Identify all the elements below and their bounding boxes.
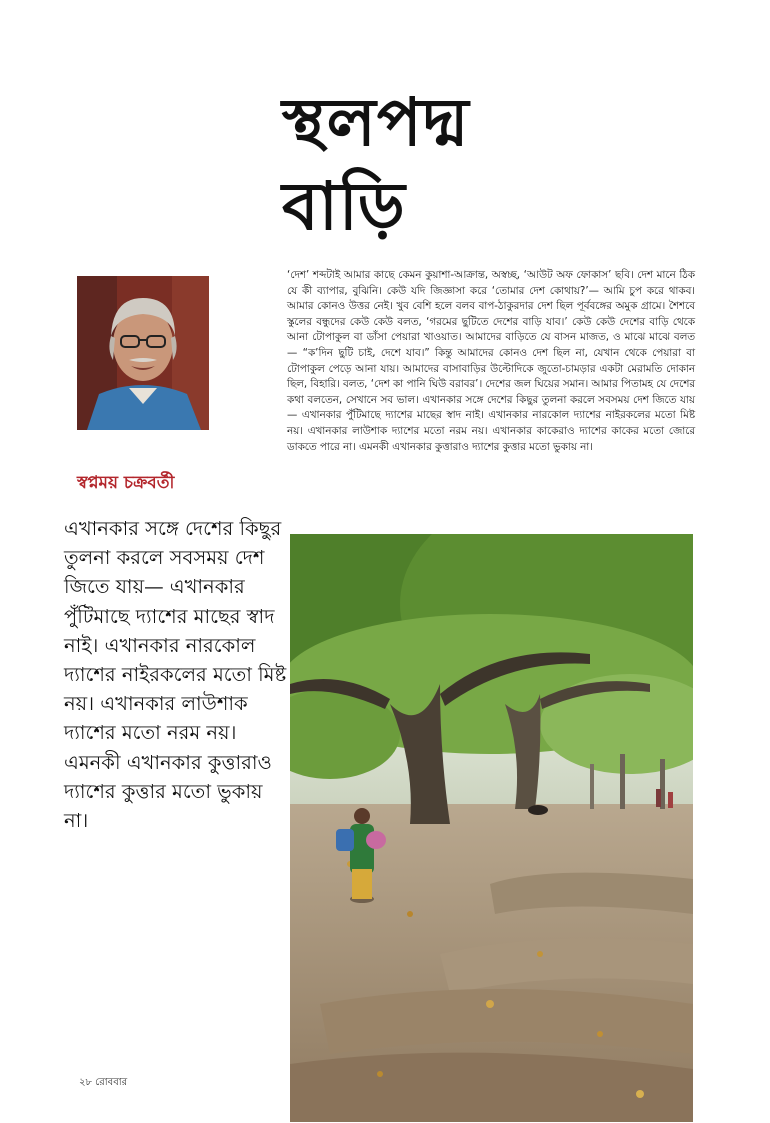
title-line-1: স্থলপদ্ম [282, 83, 470, 161]
title-line-2: বাড়ি [282, 167, 406, 245]
article-body: ‘দেশ’ শব্দটাই আমার কাছে কেমন কুয়াশা-আক্রান্ত, অস্বচ্ছ, ‘আউট অফ ফোকাস’ ছবি। দেশ মানে ঠিক যে কী ব্যাপার, বুঝিনি। কেউ যদি জিজ্ঞাসা করে ‘তোমার দেশ কোথায়?’— আমি চুপ করে থাকব। আমার কোনও উত্তর নেই। খুব বেশি হলে বলব বাপ-ঠাকুরদার দেশ ছিল পূর্ববঙ্গের অমুক গ্রামে। শৈশবে স্কুলের বন্ধুদের কেউ কেউ বলত, ‘গরমের ছুটিতে দেশের বাড়ি যাব।’ কেউ কেউ দেশের বাড়ি থেকে আনা টোপাকুল বা ডাঁসা পেয়ারা খাওয়াত। আমাদের বাড়িতে যে বাসন মাজত, ও মাঝে মাঝে বলত— “ক’দিন ছুটি চাই, দেশে যাব।” কিন্তু আমাদের কোনও দেশ ছিল না, যেখান থেকে পেয়ারা বা টোপাকুল পেড়ে আনা যায়। আমাদের বাসাবাড়ির উল্টোদিকে জুতো-চামড়ার একটা মেরামতি দোকান ছিল, বিহারি। বলত, ‘দেশ কা পানি ঘিউ বরাবর’। দেশের জল ঘিয়ের সমান। আমার পিতামহ যে দেশের কথা বলতেন, সেখানে সব ভাল। এখানকার সঙ্গে দেশের কিছুর তুলনা করলে সবসময় দেশ জিতে যায়— এখানকার পুঁটিমাছে দ্যাশের মাছের স্বাদ নাই। এখানকার নারকোল দ্যাশের নাইরকলের মতো মিষ্ট নয়। এখানকার লাউশাক দ্যাশের মতো নরম নয়। এখানকার কাকেরাও দ্যাশের কাকের মতো জোরে ডাকতে পারে না। এমনকী এখানকার কুত্তারাও দ্যাশের কুত্তার মতো ভুকায় না। [287, 269, 695, 453]
hero-photo-mango-orchard [290, 534, 693, 1122]
page-folio: ২৮ রোববার [79, 1077, 128, 1088]
author-name: স্বপ্নময় চক্রবর্তী [77, 473, 175, 493]
pull-quote: এখানকার সঙ্গে দেশের কিছুর তুলনা করলে সবসময় দেশ জিতে যায়— এখানকার পুঁটিমাছে দ্যাশের মাছের স্বাদ নাই। এখানকার নারকোল দ্যাশের নাইরকলের মতো মিষ্ট নয়। এখানকার লাউশাক দ্যাশের মতো নরম নয়। এমনকী এখানকার কুত্তারাও দ্যাশের কুত্তার মতো ভুকায় না। [64, 517, 287, 833]
author-photo [77, 276, 209, 430]
article-title [282, 80, 582, 248]
